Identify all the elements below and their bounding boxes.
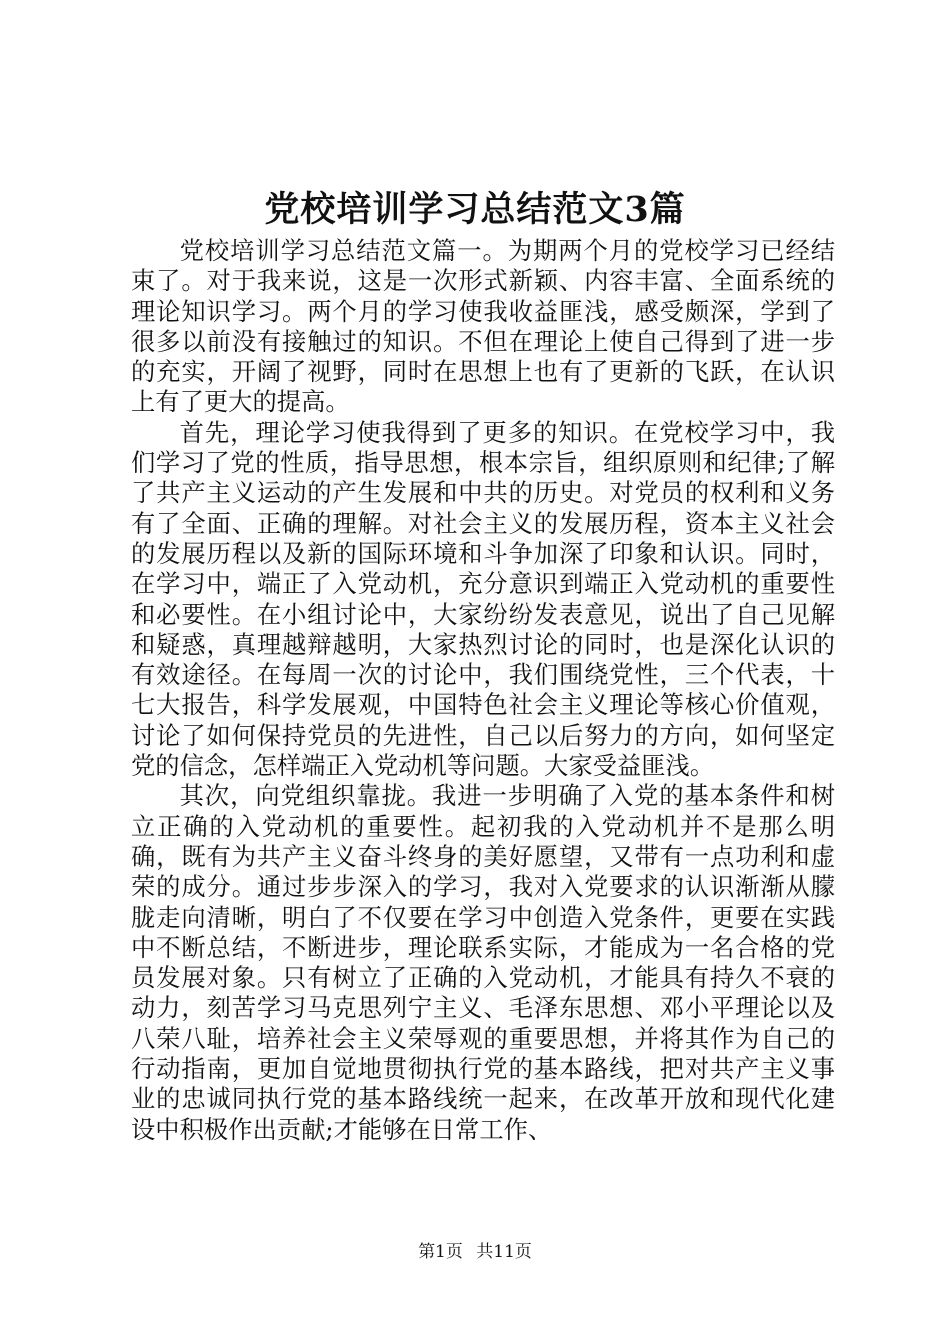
- paragraph-3: 其次，向党组织靠拢。我进一步明确了入党的基本条件和树立正确的入党动机的重要性。起初我的入党动机并不是那么明确，既有为共产主义奋斗终身的美好愿望，又带有一点功利和虚荣的成分。通过步步深入的学习，我对入党要求的认识渐渐从朦胧走向清晰，明白了不仅要在学习中创造入党条件，更要在实践中不断总结，不断进步，理论联系实际，才能成为一名合格的党员发展对象。只有树立了正确的入党动机，才能具有持久不衰的动力，刻苦学习马克思列宁主义、毛泽东思想、邓小平理论以及八荣八耻，培养社会主义荣辱观的重要思想，并将其作为自己的行动指南，更加自觉地贯彻执行党的基本路线，把对共产主义事业的忠诚同执行党的基本路线统一起来，在改革开放和现代化建设中积极作出贡献;才能够在日常工作、: [131, 781, 835, 1144]
- page-total: 共11页: [476, 1242, 532, 1262]
- paragraph-2: 首先，理论学习使我得到了更多的知识。在党校学习中，我们学习了党的性质，指导思想，根本宗旨，组织原则和纪律;了解了共产主义运动的产生发展和中共的历史。对党员的权利和义务有了全面、正确的理解。对社会主义的发展历程，资本主义社会的发展历程以及新的国际环境和斗争加深了印象和认识。同时，在学习中，端正了入党动机，充分意识到端正入党动机的重要性和必要性。在小组讨论中，大家纷纷发表意见，说出了自己见解和疑惑，真理越辩越明，大家热烈讨论的同时，也是深化认识的有效途径。在每周一次的讨论中，我们围绕党性，三个代表，十七大报告，科学发展观，中国特色社会主义理论等核心价值观，讨论了如何保持党员的先进性，自己以后努力的方向，如何坚定党的信念，怎样端正入党动机等问题。大家受益匪浅。: [131, 417, 835, 781]
- document-title: 党校培训学习总结范文3篇: [264, 189, 686, 230]
- page-footer: [0, 1240, 950, 1264]
- document-body: [131, 236, 835, 1145]
- page-number: 第1页: [418, 1242, 463, 1262]
- paragraph-1: 党校培训学习总结范文篇一。为期两个月的党校学习已经结束了。对于我来说，这是一次形式新颖、内容丰富、全面系统的理论知识学习。两个月的学习使我收益匪浅，感受颇深，学到了很多以前没有接触过的知识。不但在理论上使自己得到了进一步的充实，开阔了视野，同时在思想上也有了更新的飞跃，在认识上有了更大的提高。: [131, 236, 835, 417]
